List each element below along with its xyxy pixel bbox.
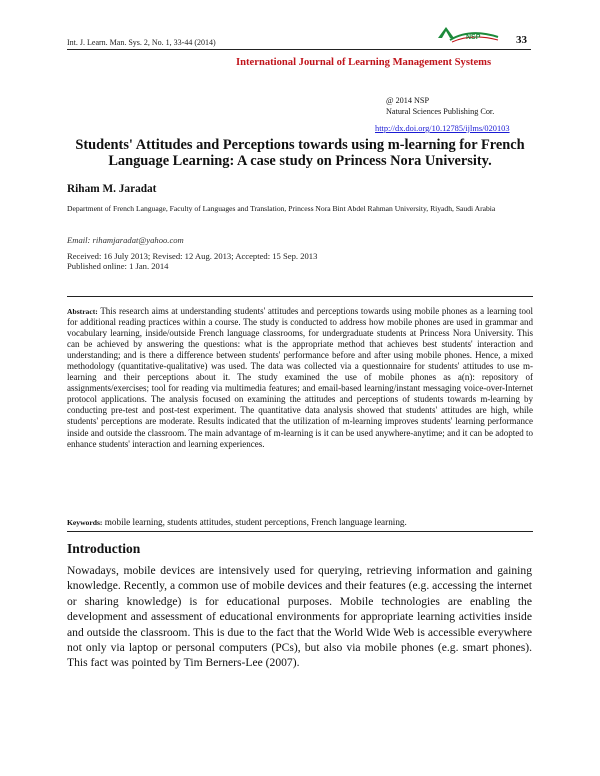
logo-text: NSP [466, 34, 481, 41]
section-heading-introduction: Introduction [67, 541, 141, 556]
abstract-text: This research aims at understanding students' attitudes and perceptions towards using mobile phones as a learning tool for additional reading practices within a course. The study is conducted to address how mobile phones are used in grammar and vocabulary learning, inside/outside French language classrooms, for undergraduate students at Princess Nora University. This can be achieved by answering the questions: what is the appropriate method that achieves best students' interaction and understanding; and is there a difference between students' performance before and after using mobile phones. Hence, a mixed methodology (quantitative-qualitative) was used. The data was collected via a questionnaire for students' attitudes to use m-learning and their perceptions about it. The study examined the use of mobile phones as a(n): repository of assignments/exercises; tool for reading via multimedia features; and email-based learning/instant messaging voice-over-Internet protocol applications. The analysis focused on examining the attitudes and perceptions of students towards m-learning by conducting pre-test and post-test experiment. The quantitative data analysis showed that students' attitudes are high, while students' perceptions are moderate. Results indicated that the utilization of m-learning improves students' learning performance inside and outside the classroom. The main advantage of m-learning is it can be used anywhere-anytime; and it can be adopted to enhance students' interaction and learning experiences. [67, 306, 533, 449]
header-divider [67, 49, 531, 50]
published-date: Published online: 1 Jan. 2014 [67, 261, 169, 272]
abstract [67, 306, 533, 450]
author-affiliation: Department of French Language, Faculty of Languages and Translation, Princess Nora Bint Abdel Rahman University, Riyadh, Saudi Arabia [67, 204, 496, 213]
keywords-label: Keywords: [67, 518, 103, 527]
author-email [67, 235, 184, 245]
introduction-paragraph: Nowadays, mobile devices are intensively used for querying, retrieving information and gaining knowledge. Recently, a common use of mobile devices and their features (e.g. accessing the internet or sharing knowledge) is for educational purposes. Mobile technologies are enabling the development and assessment of educational environments for appropriate learning activities inside and outside the classroom. This is due to the fact that the World Wide Web is accessible everywhere not only via laptop or personal computers (PCs), but also via mobile phones (e.g. smart phones). This fact was pointed by Tim Berners-Lee (2007). [67, 564, 532, 670]
doi-link[interactable]: http://dx.doi.org/10.12785/ijlms/020103 [375, 124, 510, 133]
email-label: Email: [67, 235, 93, 245]
article-dates [67, 251, 317, 272]
abstract-top-divider [67, 296, 533, 297]
article-title: Students' Attitudes and Perceptions towards using m-learning for French Language Learning: A case study on Princess Nora University. [75, 137, 525, 169]
page-number: 33 [516, 34, 527, 46]
publisher-logo [436, 24, 500, 44]
publisher-name: Natural Sciences Publishing Cor. [386, 107, 495, 116]
author-name: Riham M. Jaradat [67, 183, 157, 195]
copyright-notice: @ 2014 NSP [386, 96, 430, 105]
email-address[interactable]: rihamjaradat@yahoo.com [92, 235, 184, 245]
review-dates: Received: 16 July 2013; Revised: 12 Aug. 2013; Accepted: 15 Sep. 2013 [67, 251, 318, 261]
abstract-label: Abstract: [67, 307, 98, 316]
keywords-text: mobile learning, students attitudes, student perceptions, French language learning. [104, 517, 407, 527]
journal-name: International Journal of Learning Management Systems [236, 57, 492, 68]
nsp-logo-icon [436, 24, 500, 44]
running-header-citation: Int. J. Learn. Man. Sys. 2, No. 1, 33-44 (2014) [67, 38, 216, 47]
keywords [67, 517, 533, 527]
abstract-bottom-divider [67, 531, 533, 532]
